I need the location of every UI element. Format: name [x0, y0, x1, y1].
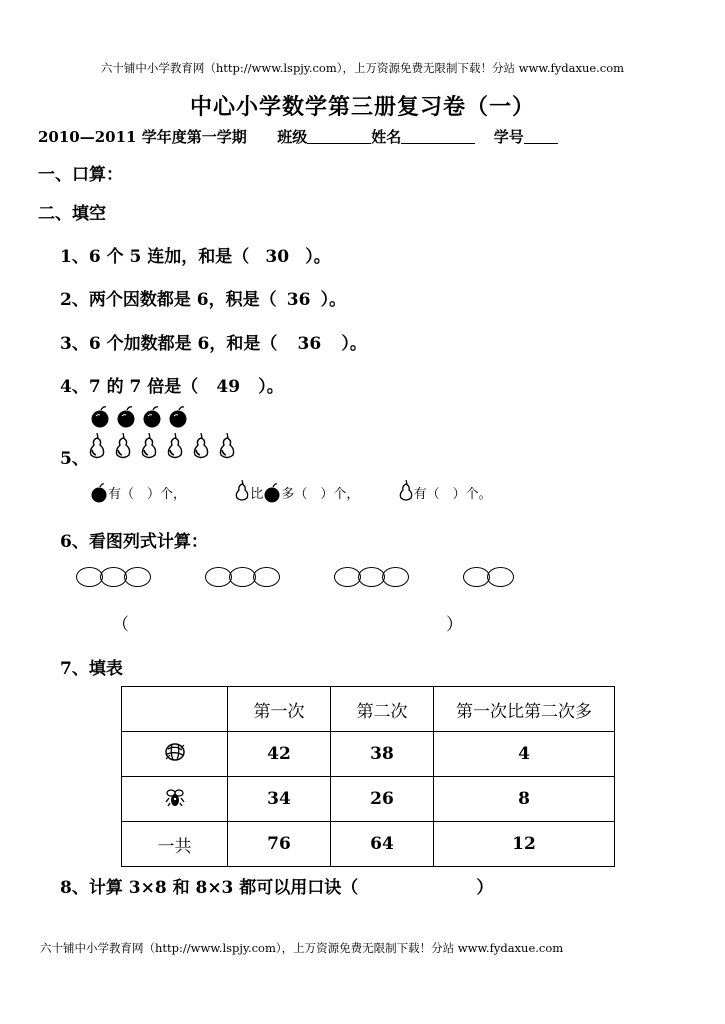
ball-icon	[163, 741, 187, 763]
name-label: 姓名	[371, 128, 402, 146]
q3-answer[interactable]: 36	[297, 334, 322, 354]
q2-close: ）。	[320, 290, 347, 310]
circle-shape	[463, 567, 490, 587]
name-blank[interactable]	[401, 129, 475, 144]
circle-group	[76, 567, 200, 591]
question-7: 7、填表	[60, 659, 123, 679]
circle-group	[205, 567, 329, 591]
section-fill-blank: 二、填空	[38, 204, 106, 224]
q5-part2: 多（ ）个，	[281, 487, 360, 502]
circle-shape	[76, 567, 103, 587]
pear-row	[88, 432, 248, 464]
q8-close: ）	[476, 878, 494, 898]
apple-row-svg	[90, 405, 200, 429]
q2-answer[interactable]: 36	[286, 290, 311, 310]
q5-label: 5、	[60, 449, 89, 469]
page-title: 中心小学数学第三册复习卷（一）	[189, 94, 535, 120]
circle-shape	[253, 567, 280, 587]
table-header-row	[122, 687, 615, 732]
table-header-cell	[122, 687, 228, 732]
q5-part1: 有（ ）个，	[108, 487, 187, 502]
q3-text: 3、6 个加数都是 6，和是（	[60, 334, 278, 354]
table-cell[interactable]: 64	[331, 822, 434, 867]
apple-icon	[263, 483, 281, 503]
circle-shape	[358, 567, 385, 587]
pear-icon	[168, 433, 181, 458]
q4-close: ）。	[258, 377, 284, 397]
q2-text: 2、两个因数都是 6，积是（	[60, 290, 277, 310]
class-blank[interactable]	[307, 129, 371, 144]
pear-icon	[116, 433, 129, 458]
class-label: 班级	[277, 128, 308, 146]
q1-answer[interactable]: 30	[265, 247, 290, 267]
question-3	[60, 329, 367, 354]
table-header-cell: 第一次比第二次多	[434, 687, 615, 732]
q1-close: ）。	[305, 247, 331, 267]
apple-row	[90, 405, 200, 433]
fill-table	[121, 686, 615, 867]
table-row	[122, 732, 615, 777]
table-header-cell: 第二次	[331, 687, 434, 732]
table-row	[122, 822, 615, 867]
circle-group	[463, 567, 523, 591]
q5-compare-word: 比	[250, 487, 264, 502]
pear-icon	[142, 433, 155, 458]
pear-icon	[234, 478, 250, 502]
question-2	[60, 285, 346, 310]
section-oral-calc: 一、口算：	[38, 165, 123, 185]
circle-group	[334, 567, 458, 591]
q8-answer-blank[interactable]	[358, 875, 476, 893]
circle-shape	[229, 567, 256, 587]
q6-paren-close: ）	[446, 615, 463, 635]
q1-text: 1、6 个 5 连加，和是（	[60, 247, 250, 267]
question-6: 6、看图列式计算：	[60, 532, 208, 552]
circle-shape	[382, 567, 409, 587]
pear-row-svg	[88, 432, 248, 460]
table-cell[interactable]: 4	[434, 732, 615, 777]
pear-icon	[194, 433, 207, 458]
page-header: 六十铺中小学教育网（http://www.lspjy.com），上万资源免费无限制下载！分站 www.fydaxue.com	[100, 61, 625, 75]
q8-text: 8、计算 3×8 和 8×3 都可以用口诀（	[60, 878, 359, 898]
circle-shape	[100, 567, 127, 587]
row-label-cell: 一共	[122, 822, 228, 867]
question-8	[60, 873, 493, 898]
number-label: 学号	[493, 128, 524, 146]
q3-close: ）。	[341, 334, 367, 354]
table-cell[interactable]: 42	[228, 732, 331, 777]
fill-table-wrap	[121, 686, 615, 867]
table-cell[interactable]: 76	[228, 822, 331, 867]
info-line	[38, 126, 558, 147]
circle-shape	[124, 567, 151, 587]
q4-text: 4、7 的 7 倍是（	[60, 377, 199, 397]
row-icon-cell	[122, 777, 228, 822]
number-blank[interactable]	[524, 129, 558, 144]
apple-icon	[118, 407, 135, 428]
question-4	[60, 372, 284, 397]
q6-paren-open: （	[112, 615, 129, 635]
year-term: 2010—2011 学年度第一学期	[38, 128, 247, 146]
q6-answer-blank[interactable]	[130, 612, 440, 632]
circle-shape	[487, 567, 514, 587]
apple-icon	[90, 483, 108, 503]
table-cell[interactable]: 26	[331, 777, 434, 822]
table-cell[interactable]: 34	[228, 777, 331, 822]
pear-icon	[220, 433, 233, 458]
pear-icon	[90, 433, 103, 458]
circle-shape	[334, 567, 361, 587]
pear-icon	[398, 478, 414, 502]
insect-icon	[163, 786, 187, 808]
q5-sentence	[90, 478, 492, 503]
row-icon-cell	[122, 732, 228, 777]
table-header-cell: 第一次	[228, 687, 331, 732]
apple-icon	[170, 407, 187, 428]
table-row	[122, 777, 615, 822]
q5-part3: 有（ ）个。	[413, 487, 492, 502]
table-cell[interactable]: 38	[331, 732, 434, 777]
circle-shape	[205, 567, 232, 587]
question-1	[60, 242, 331, 267]
page-footer: 六十铺中小学教育网（http://www.lspjy.com），上万资源免费无限制下载！分站 www.fydaxue.com	[40, 941, 564, 955]
apple-icon	[92, 407, 109, 428]
q4-answer[interactable]: 49	[216, 377, 241, 397]
table-cell[interactable]: 12	[434, 822, 615, 867]
apple-icon	[144, 407, 161, 428]
table-cell[interactable]: 8	[434, 777, 615, 822]
circle-groups	[76, 567, 523, 591]
